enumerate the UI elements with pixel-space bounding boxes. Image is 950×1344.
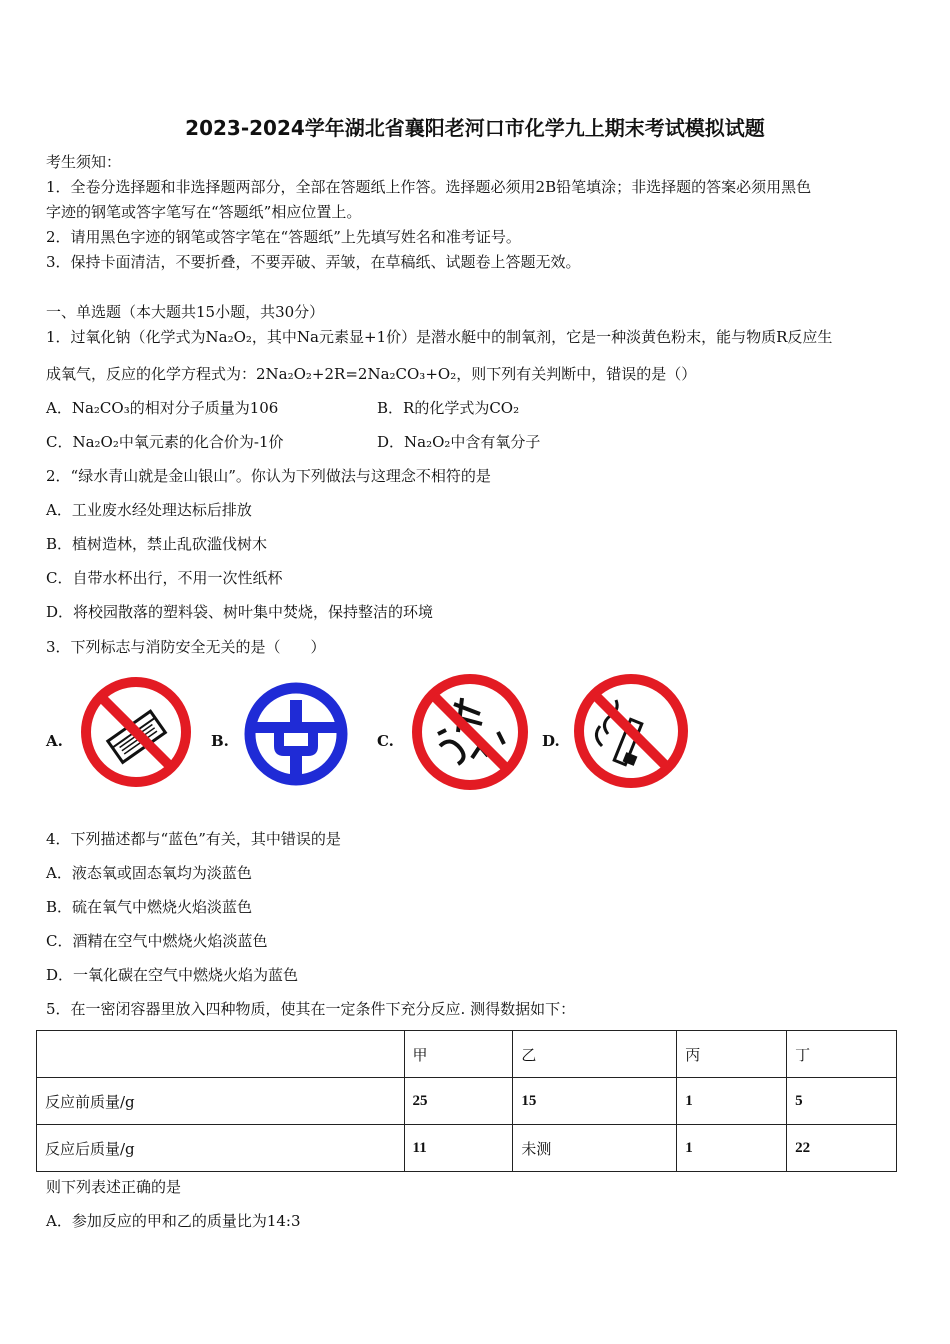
q2-option-c: C．自带水杯出行，不用一次性纸杯 (46, 569, 283, 587)
table-cell: 5 (787, 1078, 897, 1125)
notice-item-1-line-1: 1．全卷分选择题和非选择题两部分，全部在答题纸上作答。选择题必须用2B铅笔填涂；非选择题的答案必须用黑色 (46, 178, 812, 196)
table-row (37, 1078, 897, 1125)
table-cell: 15 (513, 1078, 677, 1125)
no-fireworks-sign-icon (410, 672, 530, 792)
table-cell: 1 (677, 1125, 787, 1172)
table-header-row (37, 1031, 897, 1078)
q2-option-d: D．将校园散落的塑料袋、树叶集中焚烧，保持整洁的环境 (46, 603, 434, 621)
q4-stem: 4．下列描述都与“蓝色”有关，其中错误的是 (46, 830, 341, 848)
q3-label-d: D. (542, 732, 560, 750)
q1-option-b: B．R的化学式为CO₂ (377, 399, 520, 417)
table-cell: 25 (404, 1078, 513, 1125)
q4-option-c: C．酒精在空气中燃烧火焰淡蓝色 (46, 932, 268, 950)
table-header-cell: 乙 (513, 1031, 677, 1078)
table-row-label: 反应后质量/g (37, 1125, 405, 1172)
q4-option-d: D．一氧化碳在空气中燃烧火焰为蓝色 (46, 966, 299, 984)
notice-item-2: 2．请用黑色字迹的钢笔或答字笔在“答题纸”上先填写姓名和准考证号。 (46, 228, 521, 246)
no-smoking-sign-icon (572, 672, 690, 790)
section-heading: 一、单选题（本大题共15小题，共30分） (46, 303, 325, 321)
q1-option-a: A．Na₂CO₃的相对分子质量为106 (46, 399, 279, 417)
q1-stem-line-2: 成氧气，反应的化学方程式为：2Na₂O₂+2R=2Na₂CO₃+O₂，则下列有关判断中，错误的是（） (46, 365, 697, 383)
q5-data-table (36, 1030, 897, 1172)
q2-option-a: A．工业废水经处理达标后排放 (46, 501, 252, 519)
table-cell: 1 (677, 1078, 787, 1125)
notice-item-1-line-2: 字迹的钢笔或答字笔写在“答题纸”相应位置上。 (46, 203, 362, 221)
q1-stem-line-1: 1．过氧化钠（化学式为Na₂O₂，其中Na元素显+1价）是潜水艇中的制氧剂，它是一种淡黄色粉末，能与物质R反应生 (46, 328, 833, 346)
table-header-cell (37, 1031, 405, 1078)
table-row-label: 反应前质量/g (37, 1078, 405, 1125)
table-cell: 未测 (513, 1125, 677, 1172)
table-cell: 22 (787, 1125, 897, 1172)
q1-option-c: C．Na₂O₂中氧元素的化合价为-1价 (46, 433, 284, 451)
q3-label-a: A. (46, 732, 63, 750)
no-matches-sign-icon (80, 676, 192, 788)
notice-item-3: 3．保持卡面清洁，不要折叠，不要弄破、弄皱，在草稿纸、试题卷上答题无效。 (46, 253, 581, 271)
q2-option-b: B．植树造林，禁止乱砍滥伐树木 (46, 535, 268, 553)
q4-option-a: A．液态氧或固态氧均为淡蓝色 (46, 864, 252, 882)
q3-stem: 3．下列标志与消防安全无关的是（ ） (46, 638, 326, 656)
q1-option-d: D．Na₂O₂中含有氧分子 (377, 433, 541, 451)
q3-label-c: C. (377, 732, 394, 750)
q5-after-text: 则下列表述正确的是 (46, 1178, 182, 1196)
table-cell: 11 (404, 1125, 513, 1172)
q5-option-a: A．参加反应的甲和乙的质量比为14:3 (46, 1212, 301, 1230)
q5-stem: 5．在一密闭容器里放入四种物质，使其在一定条件下充分反应. 测得数据如下： (46, 1000, 576, 1018)
table-header-cell: 甲 (404, 1031, 513, 1078)
table-header-cell: 丙 (677, 1031, 787, 1078)
water-saving-sign-icon (244, 682, 348, 786)
notice-heading: 考生须知： (46, 153, 122, 171)
q2-stem: 2．“绿水青山就是金山银山”。你认为下列做法与这理念不相符的是 (46, 467, 491, 485)
table-header-cell: 丁 (787, 1031, 897, 1078)
q3-label-b: B. (211, 732, 229, 750)
table-row (37, 1125, 897, 1172)
q4-option-b: B．硫在氧气中燃烧火焰淡蓝色 (46, 898, 253, 916)
page-title: 2023-2024学年湖北省襄阳老河口市化学九上期末考试模拟试题 (185, 116, 765, 140)
